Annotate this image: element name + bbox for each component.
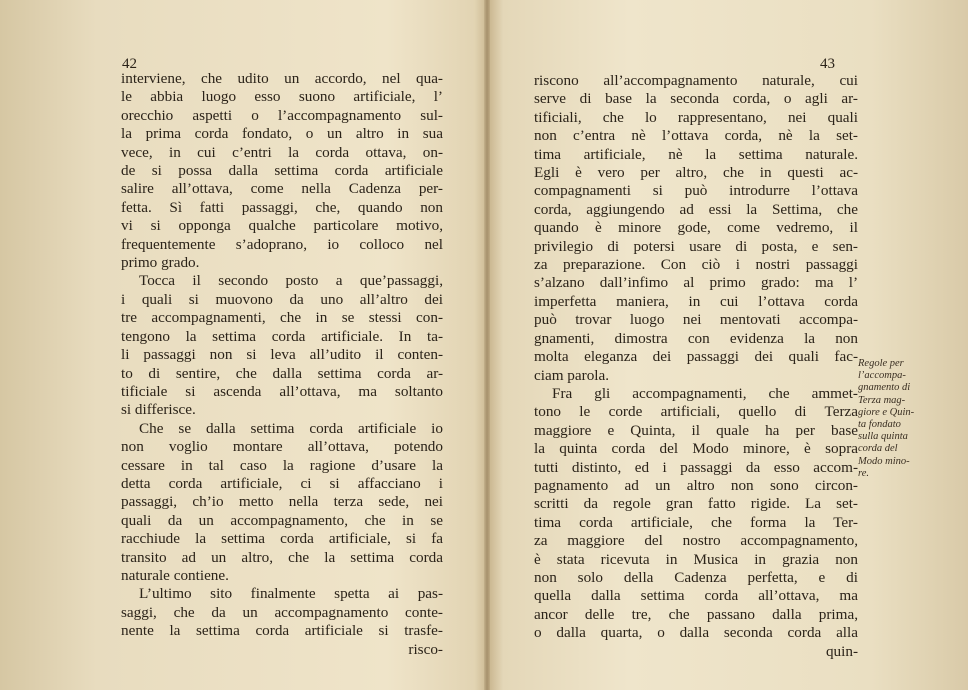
margin-note-line: giore e Quin- <box>858 406 915 418</box>
text-line: tono le corde artificiali, quello di Terza <box>534 403 858 421</box>
text-line: gnamenti, dimostra con evidenza la non <box>534 329 858 347</box>
text-line: può trovar luogo nei mentovati accompa- <box>534 311 858 329</box>
text-line: si differisce. <box>121 401 196 419</box>
margin-note-line: Regole per <box>858 358 904 369</box>
text-line: corda, aggiungendo ad essi la Settima, che <box>534 200 858 218</box>
margin-note-line: ta fondato <box>858 419 901 431</box>
text-line: fetta. Sì fatti passaggi, che, quando non <box>121 198 443 216</box>
text-line: orecchio aspetti o l’accompagnamento sul- <box>121 106 443 124</box>
text-line: s’alzano dall’infimo al primo grado: ma l’ <box>534 274 858 292</box>
text-line: quando è minore gode, come vedremo, il <box>534 219 858 237</box>
text-line: primo grado. <box>121 254 200 272</box>
text-line: maggiore e Quinta, il quale ha per base <box>534 421 858 439</box>
text-line: i quali si muovono da uno all’altro dei <box>121 290 443 308</box>
text-line: frequentemente s’adoprano, io colloco nel <box>121 235 443 253</box>
text-line: tima artificiale, nè la settima naturale. <box>534 145 858 163</box>
text-line: tre accompagnamenti, che in se stessi con- <box>121 309 443 327</box>
text-line: li passaggi non si leva all’udito il conten- <box>121 346 443 364</box>
text-line: le abbia luogo esso suono artificiale, l’ <box>121 88 443 106</box>
text-line: compagnamenti si può introdurre l’ottava <box>534 182 858 200</box>
margin-note-line: corda del <box>858 443 898 455</box>
text-line: riscono all’accompagnamento naturale, cui <box>534 72 858 89</box>
text-line: pagnamento ad un altro non sono circon- <box>534 476 858 494</box>
text-line: transito ad un altro, che la settima corda <box>121 548 443 566</box>
page-number-left: 42 <box>122 56 137 72</box>
margin-note <box>858 358 934 480</box>
text-line: cessare in tal caso la ragione d’usare la <box>121 456 443 474</box>
text-line: detta corda artificiale, ci si affacciano i <box>121 474 443 492</box>
text-line: non c’entra nè l’ottava corda, nè la set- <box>534 127 858 145</box>
text-line: tificiale si ascenda all’ottava, ma soltanto <box>121 382 443 400</box>
text-line: serve di base la seconda corda, o agli ar- <box>534 90 858 108</box>
text-line: salire all’ottava, come nella Cadenza per- <box>121 180 443 198</box>
text-line: ciam parola. <box>534 366 610 384</box>
margin-note-line: Modo mino- <box>858 455 910 467</box>
text-line: tutti distinto, ed i passaggi da esso accom- <box>534 458 858 476</box>
right-page-body <box>534 72 858 661</box>
text-line: molta eleganza dei passaggi dei quali fac- <box>534 348 858 366</box>
text-line: za preparazione. Con ciò i nostri passaggi <box>534 256 858 274</box>
text-line: non solo della Cadenza perfetta, e di <box>534 568 858 586</box>
text-line: scritti da regole gran fatto rigide. La set- <box>534 495 858 513</box>
text-line: tima corda artificiale, che forma la Ter- <box>534 513 858 531</box>
text-line: tengono la settima corda artificiale. In ta- <box>121 327 443 345</box>
text-line: Che se dalla settima corda artificiale io <box>139 419 443 437</box>
text-line: non voglio montare all’ottava, potendo <box>121 438 443 456</box>
text-line: la prima corda fondato, o un altro in sua <box>121 125 443 143</box>
text-line: de si possa dalla settima corda artificiale <box>121 162 443 180</box>
text-line: nente la settima corda artificiale si trasfe- <box>121 622 443 640</box>
page-number-right: 43 <box>820 56 835 72</box>
text-line: Tocca il secondo posto a que’passaggi, <box>139 272 443 290</box>
text-line: passaggi, ch’io metto nella terza sede, nei <box>121 493 443 511</box>
margin-note-line: sulla quinta <box>858 431 908 443</box>
text-line: vi si opponga qualche particolare motivo, <box>121 217 443 235</box>
text-line: to di sentire, che dalla settima corda ar- <box>121 364 443 382</box>
margin-note-line: Terza mag- <box>858 394 906 406</box>
text-line: tificiali, che lo rappresentano, nei quali <box>534 108 858 126</box>
text-line: o dalla quarta, o dalla seconda corda alla <box>534 624 858 642</box>
text-line: ancor delle tre, che passano dalla prima, <box>534 605 858 623</box>
text-line: risco- <box>408 640 443 658</box>
text-line: naturale contiene. <box>121 566 229 584</box>
text-line: quali da un accompagnamento, che in se <box>121 511 443 529</box>
text-line: racchiude la settima corda artificiale, si fa <box>121 530 443 548</box>
text-line: Fra gli accompagnamenti, che ammet- <box>552 384 858 402</box>
text-line: la quinta corda del Modo minore, è sopra <box>534 440 858 458</box>
margin-note-line: gnamento di <box>858 382 911 394</box>
text-line: è stata ricevuta in Musica in grazia non <box>534 550 858 568</box>
text-line: imperfetta maniera, in cui l’ottava corda <box>534 292 858 310</box>
right-page <box>490 0 968 690</box>
text-line: interviene, che udito un accordo, nel qua- <box>121 70 443 87</box>
text-line: za maggiore del nostro accompagnamento, <box>534 532 858 550</box>
left-page-body <box>121 70 443 659</box>
text-line: saggi, che da un accompagnamento conte- <box>121 603 443 621</box>
margin-note-line: re. <box>858 467 869 479</box>
text-line: L’ultimo sito finalmente spetta ai pas- <box>139 585 443 603</box>
text-line: quella dalla settima corda all’ottava, ma <box>534 587 858 605</box>
margin-note-line: l’accompa- <box>858 370 906 382</box>
text-line: vece, in cui c’entri la corda ottava, on- <box>121 143 443 161</box>
text-line: quin- <box>825 642 858 660</box>
text-line: Egli è vero per altro, che in questi ac- <box>534 164 858 182</box>
text-line: privilegio di potersi usare di posta, e sen- <box>534 237 858 255</box>
